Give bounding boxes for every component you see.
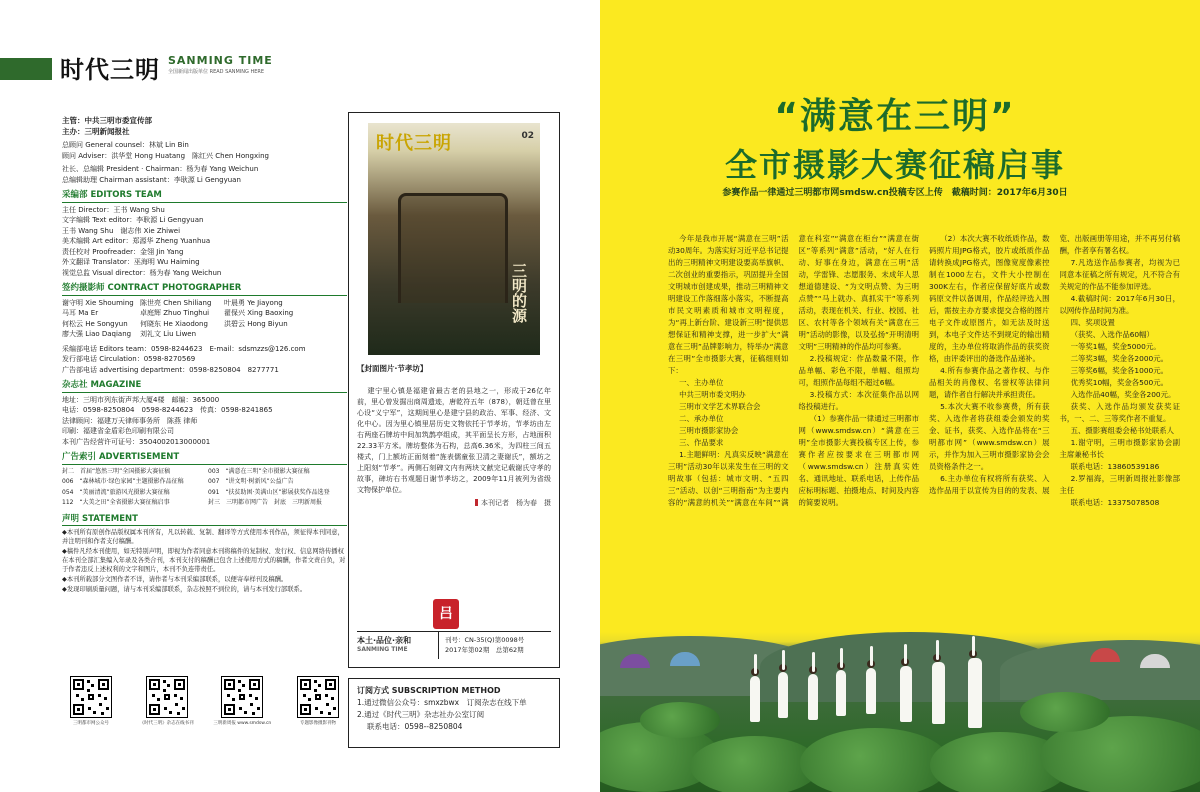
person-arms [840,648,843,668]
contact-line: 发行部电话 Circulation：0598-8270569 [62,355,196,363]
yoga-person [750,676,760,722]
editors-heading: 采编部 EDITORS TEAM [62,190,347,203]
yoga-person [778,672,788,718]
contest-paragraph: 五、摄影赛组委会秘书处联系人 [1070,426,1175,435]
magazine-heading: 杂志社 MAGAZINE [62,380,347,393]
contest-paragraph: （1）参赛作品一律通过三明都市网（www.smdsw.cn）“满意在三明”全市摄影大赛投稿专区上传，参赛作者应按要求在三明都市网（www.smdsw.cn）注册真实姓名、通讯地址、联系电话，上传作品应标明标题、拍摄地点、时间及内容的简要说明。 [798,414,919,507]
contest-subtitle: 参赛作品一律通过三明都市网smdsw.cn投稿专区上传 截稿时间：2017年6月30日 [722,188,1068,198]
ad-entry: 007 “讲文明·树新风”公益广告 [208,478,294,485]
cover-logo: 时代三明 [376,133,452,154]
yoga-lotus-photo [600,632,1200,792]
qr-caption: 三明都市网公众号 [73,721,109,726]
contest-paragraph: 5.本次大赛不收参赛费，所有获奖、入选作者将获组委会颁发的奖金、证书，获奖、入选作品将在“三明都市网”（www.smdsw.cn）展示，并作为加入三明市摄影家协会会员资格条件之一。 [929,402,1050,471]
photographer-name: 翟保兴 Xing Baoxing [224,309,294,317]
editor-line: 外文翻译 Translator：巫海明 Wu Haiming [62,258,200,266]
contest-paragraph: （获奖、入选作品60幅） [1070,330,1154,339]
seal-icon: 吕 [433,599,459,629]
yoga-person [968,658,982,728]
photographer-name: 刘礼文 Liu Liwen [140,330,197,338]
masthead-english: SANMING TIME [168,54,273,67]
ad-entry: 112 “大美之田”全省摄影大赛征稿启事 [62,499,170,506]
ad-entry: 封二 首届“悠然三明”全国摄影大赛征稿 [62,467,171,475]
person-arms [782,650,785,670]
person-arms [870,646,873,666]
archway-graphic [398,193,508,303]
magazine-line: 地址：三明市列东街声邦大厦4楼 邮编：365000 [62,395,220,404]
contact-line: 广告部电话 advertising department：0598-8250804 8277771 [62,365,279,374]
statement-body [62,528,347,594]
qr-caption: 专题影像摄影刊物 [299,721,336,726]
person-arms [812,652,815,672]
ad-entry: 003 “满意在三明”全市摄影大赛征稿 [208,467,310,475]
contest-paragraph: 1.谢守明，三明市摄影家协会副主席兼秘书长 [1059,438,1180,459]
contest-paragraph: （2）本次大赛不收纸质作品，数码照片用JPG格式，胶片或纸质作品请转换成JPG格式，图像宽度像素控制在1000左右，文件大小控制在300K左右，作者应保留好底片或数码原文件以备调用，作品经评选入围后，需按主办方要求提交合格的图片电子文件或原图片，如无法及时送到，本电子文件达不到规定的输出精度的，主办单位将取消作品的获奖资格，由评委评出的备选作品递补。 [929,234,1050,363]
qr-block [213,676,271,746]
ads-heading: 广告索引 ADVERTISEMENT [62,452,347,465]
ads-grid [62,467,347,509]
contest-paragraph: 4.截稿时间：2017年6月30日，以网传作品时间为准。 [1059,294,1180,315]
photographers-heading: 签约摄影师 CONTRACT PHOTOGRAPHER [62,283,347,296]
lotus-leaf [1020,692,1110,732]
photographer-grid [62,298,347,340]
subscription-phone: 联系电话：0598--8250804 [367,722,463,731]
yoga-person [900,666,912,722]
contest-paragraph: 二、承办单位 [679,414,724,423]
lotus-leaf [640,702,720,738]
contest-paragraph: 联系电话：13860539186 [1070,462,1160,471]
magazine-line: 法律顾问：福建万天律师事务所 陈燕 律师 [62,416,198,425]
editor-line: 责任校对 Proofreader：金翎 Jin Yang [62,247,184,256]
cover-description: 建宁里心镇是福建省最古老的县地之一，形成于26亿年前，里心曾发掘出商周遗迹，唐乾符五年（878），朝廷曾在里心设“义宁军”，这期间里心是建宁县的政治、军事、经济、文化中心。因为里心镇里居历史文物依托于节孝坊，节孝坊由左右两座石牌坊中间加筑鹊亭组成，其平面呈长方形，占地面积22.33平方米。牌坊整体为石构，总高6.36米，为四柱三间五楼式，门上额坊正面刻着“旌表儒童张卫清之妻谢氏”，额坊之上阳刻“节孝”。两侧石刻碑文内有两块文献完记载谢氏守孝的故事，碑坊右书观题日谢节孝坊之，2009年11月被列为省级文物保护单位。 [357,387,551,494]
contest-paragraph: 三明市摄影家协会 [679,426,739,435]
subscription-line: 2.通过《时代三明》杂志社办公室订阅 [357,710,485,719]
photographer-name: 洪碧云 Hong Biyun [224,319,288,328]
contest-paragraph: 入选作品40幅，奖金各200元。 [1070,390,1176,399]
editor-line: 文字编辑 Text editor：李耿源 Li Gengyuan [62,216,204,224]
cover-caption-label: 【封面图片·节孝坊】 [357,364,428,373]
masthead [0,48,600,88]
statement-item: ◆本刊所有原创作品版权属本刊所有，凡以转载、复制、翻译等方式使用本刊作品，须征得本刊同意，并注明刊和作者支付稿酬。 [62,529,344,545]
contest-title: 全市摄影大赛征稿启事 [724,146,1065,184]
masthead-logo: 时代三明 [60,56,160,84]
staff-list [62,116,347,595]
cover-image[interactable] [368,123,540,355]
magazine-motto: 本土·品位·亲和 [357,636,412,645]
contest-paragraph: 三等奖6幅，奖金各1000元。 [1070,366,1169,375]
yoga-person [836,670,846,716]
editor-line: 王书 Wang Shu 谢志伟 Xie Zhiwei [62,226,181,235]
contest-paragraph: 一、主办单位 [679,378,724,387]
photographer-name: 廖大强 Liao Daqiang [62,330,132,338]
photographer-name: 何晓东 He Xiaodong [140,319,208,328]
contest-title-quote: “满意在三明” [774,96,1016,137]
contest-paragraph: 中共三明市委文明办 [679,390,746,399]
photographer-name: 陈世亮 Chen Shiliang [140,298,212,307]
statement-item: ◆稿件凡经本刊使用，如无特别声明，即视为作者同意本刊将稿件的复制权、发行权、信息网络传播权在本刊全部汇集编入年录及各类合刊，本刊支付的稿酬已包含上述使用方式的稿酬，作者文责自负，对于作者违反上述权利的文字和图片，本刊不负连带责任。 [62,548,346,573]
contest-paragraph: 一等奖1幅，奖金5000元。 [1070,342,1161,351]
contest-paragraph: 四、奖项设置 [1070,318,1115,327]
qr-code-icon[interactable] [70,676,112,718]
person-arms [936,640,939,660]
qr-block [289,676,347,746]
contest-body [668,233,1180,613]
contest-paragraph: 优秀奖10幅，奖金各500元。 [1070,378,1169,387]
contest-paragraph: 三明市文学艺术界联合会 [679,402,761,411]
photographer-name: 何松云 He Songyun [62,319,128,328]
cover-box [348,112,560,668]
cover-footer-right [439,632,551,659]
staff-line: 总顾问 General counsel：林斌 Lin Bin [62,141,189,149]
subscription-line: 1.通过微信公众号：smxzbwx 订阅杂志在线下单 [357,698,527,707]
magazine-line: 印刷：福建省金盾彩色印刷有限公司 [62,427,174,435]
issue-info: 2017年第02期 总第62期 [445,646,524,654]
subscription-title: 订阅方式 SUBSCRIPTION METHOD [357,686,501,695]
ad-entry: 091 “扶贫助困·美满山区”影展获奖作品选登 [208,488,330,496]
editor-line: 视觉总监 Visual director：杨为春 Yang Weichun [62,268,222,277]
ad-entry: 054 “美丽清流”旅游风光摄影大赛征稿 [62,488,170,496]
staff-line: 社长、总编辑 President · Chairman：杨为春 Yang Weichun [62,165,259,173]
photographer-name: 谢守明 Xie Shouming [62,298,134,307]
staff-line: 主办：三明新闻报社 [62,126,130,136]
publication-number: 刊号：CN-35(Q)第0098号 [445,636,525,644]
person-arms [754,654,757,674]
contest-paragraph: 3.投稿方式：本次征集作品以网络投稿进行。 [798,390,919,411]
cover-footer-left [357,632,439,659]
yoga-person [866,668,876,714]
contest-paragraph: 6.主办单位有权将所有获奖、入选作品用于以宣传为目的的发表、展览、出版画册等用途，并不再另付稿酬，作者享有署名权。 [929,234,1180,495]
yoga-person [808,674,818,720]
ad-entry: 006 “森林城市·绿色家园”主题摄影作品征稿 [62,478,184,485]
contest-paragraph: 获奖、入选作品均颁发获奖证书，一、二、三等奖作者不重复。 [1059,402,1180,423]
contest-paragraph: 联系电话：13375078508 [1070,498,1160,507]
staff-line: 总编辑助理 Chairman assistant：李耿源 Li Gengyuan [62,175,241,184]
contest-paragraph: 三、作品要求 [679,438,724,447]
photographer-name: 叶晨勇 Ye Jiayong [224,298,283,307]
right-page [600,0,1200,792]
magazine-line: 电话：0598-8250804 0598-8244623 传真：0598-8241865 [62,406,273,414]
subscription-box [348,678,560,748]
magazine-line: 本刊广告经营许可证号：3504002013000001 [62,437,211,446]
photographer-name: 卓庭辉 Zhuo Tinghui [140,309,210,317]
qr-block [138,676,196,746]
qr-code-icon[interactable] [297,676,339,718]
qr-code-icon[interactable] [146,676,188,718]
yoga-person [932,662,945,724]
statement-item: ◆发现印刷质量问题，请与本刊采编部联系，杂志按照不到位的，请与本刊发行部联系。 [62,586,307,593]
ad-entry: 封三 三明都市网广告 封底 三明新周报 [208,499,323,506]
person-arms [972,636,975,656]
cover-footer [357,631,551,659]
statement-item: ◆本刊所载部分文图作者不详，请作者与本刊采编部联系，以便寄奉样刊及稿酬。 [62,576,288,583]
contest-paragraph: 2.投稿规定：作品数量不限，作品单幅、彩色不限，单幅、组照均可，组照作品每组不超过6幅。 [798,354,919,387]
qr-caption: 《时代三明》杂志在线书刊 [139,721,194,726]
contest-paragraph: 2.罗福海，三明新周报社影像部主任 [1059,474,1180,495]
statement-heading: 声明 STATEMENT [62,514,347,527]
masthead-subline: 全国新闻出版单位 READ SANMING HERE [168,69,265,75]
qr-code-icon[interactable] [221,676,263,718]
contest-paragraph: 4.所有参赛作品之著作权、与作品相关的肖像权、名誉权等法律问题，请作者自行解决并承担责任。 [929,366,1050,399]
cover-inner-title: 三明的源 [510,263,528,323]
magazine-en-name: SANMING TIME [357,646,408,653]
qr-caption: 三明新周报 www.smdsw.cn [213,721,272,726]
qr-code-row [62,676,347,746]
lotus-leaf [800,728,950,792]
contact-line: 采编部电话 Editors team：0598-8244623 E-mail：sdsmzzs@126.com [62,344,306,353]
contest-paragraph: 7.凡选送作品参赛者，均视为已同意本征稿之所有规定，凡不符合有关规定的作品不能参加评选。 [1059,258,1180,291]
editor-line: 主任 Director：王书 Wang Shu [62,205,165,214]
photographer-name: 马耳 Ma Er [62,309,99,317]
editor-line: 美术编辑 Art editor：郑源华 Zheng Yuanhua [62,237,211,245]
cover-issue-number: 02 [521,131,534,141]
masthead-green-bar [0,58,52,80]
staff-line: 主管：中共三明市委宣传部 [62,116,152,125]
person-arms [904,644,907,664]
contest-paragraph: 二等奖3幅，奖金各2000元。 [1070,354,1169,363]
staff-line: 顾问 Adviser：洪华堂 Hong Huatang 陈红兴 Chen Hongxing [62,151,269,160]
contest-paragraph: 1.主题鲜明：凡真实反映“满意在三明”活动30年以来发生在三明的文明故事（包括：城市文明、“五四三”活动、以创“三明指南”为主要内容的“满意的机关”“满意在车间”“满意在科室”“满意在柜台”“满意在街区”等系列“满意”活动，“好人在行动、好事在身边，满意在三明”活动，学雷锋、志愿服务、未成年人思想道德建设、“为文明点赞、为三明点赞”“马上就办、真抓实干”等系列活动，表现在机关、行业、校园、社区、农村等各个领域有关“满意在三明”活动的影像，以及弘扬“开明清明文明”三明精神的作品均可参赛。 [668,234,919,507]
qr-block [62,676,120,746]
contest-paragraph: 今年是我市开展“满意在三明”活动30周年。为落实好习近平总书记提出的三明精神文明建设要高举旗帜、二次创业的重要指示，巩固提升全国文明城市创建成果，推动三明精神文明建设工作落细落小落实，不断提高市民文明素质和城市文明程度，为“再上新台阶、建设新三明”提供思想保证和精神支撑，进一步扩大“满意在三明”品牌影响力，特举办“满意在三明”全市摄影大赛，征稿细则如下： [668,234,789,375]
cover-author: 本刊记者 杨为春 摄 [357,498,551,508]
